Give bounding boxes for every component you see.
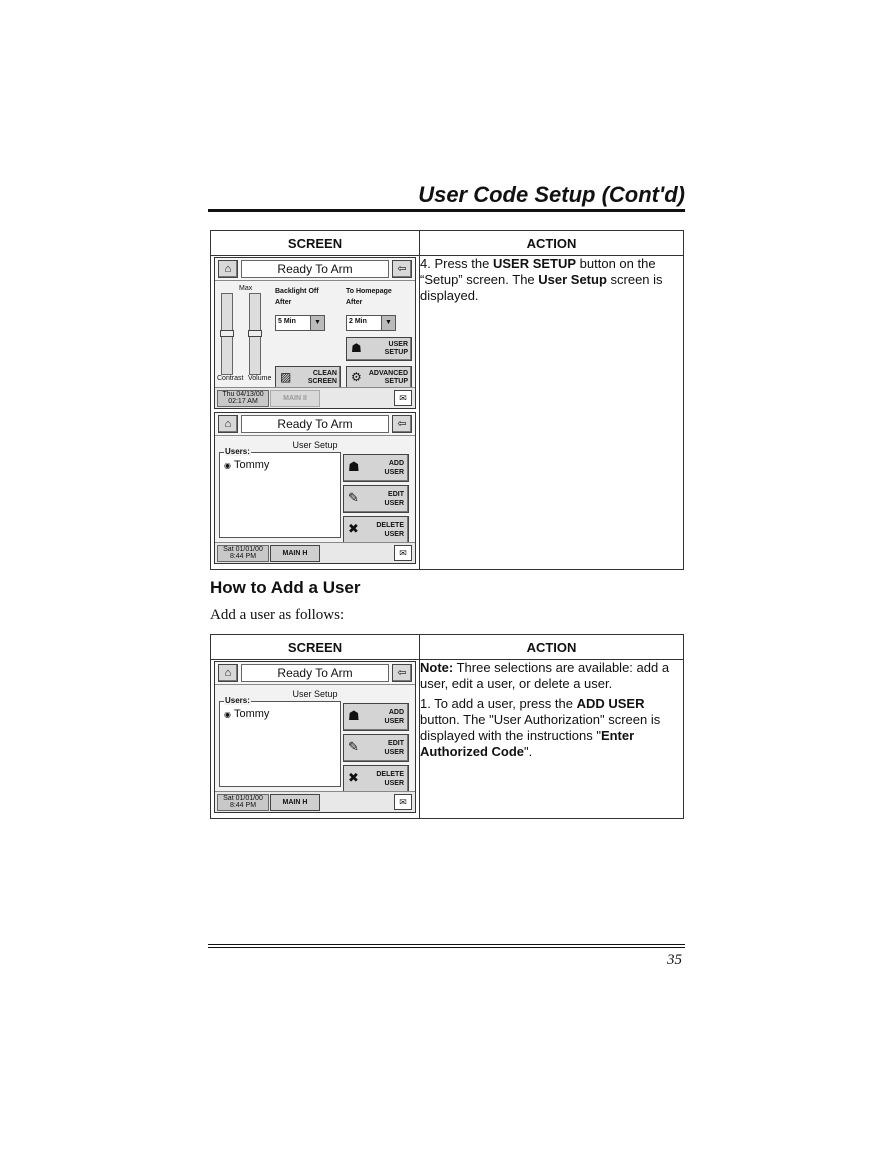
add-user-icon: ☗ bbox=[348, 708, 360, 723]
home-icon[interactable]: ⌂ bbox=[218, 260, 238, 278]
users-label: Users: bbox=[225, 447, 250, 456]
footer-rule bbox=[208, 944, 685, 945]
action-step: 1. To add a user, press the ADD USER button. The "User Authorization" screen is displayed with the instructions "Enter Authorized Code". bbox=[420, 696, 661, 759]
page-title: User Code Setup (Cont'd) bbox=[418, 182, 685, 207]
message-icon[interactable]: ✉ bbox=[394, 545, 412, 561]
delete-user-icon: ✖ bbox=[348, 521, 359, 536]
status-display: Ready To Arm bbox=[241, 415, 389, 433]
screen-column-header: SCREEN bbox=[211, 231, 420, 256]
screen-cell bbox=[211, 660, 420, 819]
contrast-slider-thumb[interactable] bbox=[220, 330, 234, 337]
user-setup-screen bbox=[214, 412, 416, 564]
user-setup-title: User Setup bbox=[292, 440, 338, 450]
homepage-select[interactable] bbox=[346, 315, 396, 331]
add-user-label: ADD USER bbox=[384, 460, 404, 476]
edit-user-button[interactable] bbox=[343, 485, 409, 513]
screen-column-header: SCREEN bbox=[211, 635, 420, 660]
edit-user-icon: ✎ bbox=[348, 490, 359, 505]
screen-action-table-2 bbox=[210, 634, 684, 819]
date-time-display: Thu 04/13/00 02:17 AM bbox=[217, 390, 269, 407]
edit-user-label: EDIT USER bbox=[384, 740, 404, 756]
action-cell bbox=[420, 660, 684, 819]
contrast-slider[interactable] bbox=[221, 293, 233, 375]
screen-cell bbox=[211, 256, 420, 570]
delete-user-label: DELETE USER bbox=[376, 771, 404, 787]
users-label: Users: bbox=[225, 696, 250, 705]
max-label: Max bbox=[239, 285, 253, 292]
screen-header bbox=[215, 413, 415, 436]
delete-user-button[interactable] bbox=[343, 516, 409, 544]
backlight-label: Backlight Off After bbox=[275, 288, 319, 306]
home-icon[interactable]: ⌂ bbox=[218, 664, 238, 682]
status-display: Ready To Arm bbox=[241, 664, 389, 682]
backlight-select[interactable] bbox=[275, 315, 325, 331]
setup-body bbox=[215, 281, 415, 387]
action-step: 4. Press the USER SETUP button on the “Setup” screen. The User Setup screen is displayed. bbox=[420, 256, 663, 303]
radio-icon[interactable]: ◉ bbox=[224, 461, 231, 470]
home-icon[interactable]: ⌂ bbox=[218, 415, 238, 433]
user-setup-button[interactable] bbox=[346, 337, 412, 361]
screen-header bbox=[215, 662, 415, 685]
add-user-button[interactable] bbox=[343, 703, 409, 731]
dropdown-arrow-icon[interactable]: ▼ bbox=[381, 316, 395, 330]
volume-slider[interactable] bbox=[249, 293, 261, 375]
date-time-display: Sat 01/01/00 8:44 PM bbox=[217, 545, 269, 562]
list-item[interactable]: ◉ Tommy bbox=[224, 459, 270, 471]
status-display: Ready To Arm bbox=[241, 260, 389, 278]
screen-header bbox=[215, 258, 415, 281]
main-button[interactable]: MAIN H bbox=[270, 794, 320, 811]
user-setup-icon: ☗ bbox=[351, 341, 362, 355]
main-button[interactable]: MAIN II bbox=[270, 390, 320, 407]
action-column-header: ACTION bbox=[420, 231, 684, 256]
backlight-value: 5 Min bbox=[278, 318, 296, 325]
delete-user-label: DELETE USER bbox=[376, 522, 404, 538]
main-button[interactable]: MAIN H bbox=[270, 545, 320, 562]
screen-footer bbox=[215, 387, 415, 408]
screen-footer bbox=[215, 542, 415, 563]
back-arrow-icon[interactable]: ⇦ bbox=[392, 664, 412, 682]
volume-label: Volume bbox=[248, 375, 272, 382]
delete-user-icon: ✖ bbox=[348, 770, 359, 785]
add-user-label: ADD USER bbox=[384, 709, 404, 725]
section-heading: How to Add a User bbox=[210, 578, 361, 597]
setup-screen bbox=[214, 257, 416, 409]
action-note: Note: Three selections are available: add a user, edit a user, or delete a user. bbox=[420, 660, 670, 691]
add-user-icon: ☗ bbox=[348, 459, 360, 474]
volume-slider-thumb[interactable] bbox=[248, 330, 262, 337]
dropdown-arrow-icon[interactable]: ▼ bbox=[310, 316, 324, 330]
advanced-setup-icon: ⚙ bbox=[351, 370, 362, 384]
homepage-value: 2 Min bbox=[349, 318, 367, 325]
screen-footer bbox=[215, 791, 415, 812]
edit-user-icon: ✎ bbox=[348, 739, 359, 754]
back-arrow-icon[interactable]: ⇦ bbox=[392, 260, 412, 278]
message-icon[interactable]: ✉ bbox=[394, 794, 412, 810]
edit-user-label: EDIT USER bbox=[384, 491, 404, 507]
user-setup-body bbox=[215, 685, 415, 791]
edit-user-button[interactable] bbox=[343, 734, 409, 762]
user-setup-label: USER SETUP bbox=[384, 341, 408, 356]
user-setup-body bbox=[215, 436, 415, 542]
clean-screen-icon: ▨ bbox=[280, 370, 292, 384]
user-setup-screen bbox=[214, 661, 416, 813]
list-item[interactable]: ◉ Tommy bbox=[224, 708, 270, 720]
date-time-display: Sat 01/01/00 8:44 PM bbox=[217, 794, 269, 811]
advanced-setup-label: ADVANCED SETUP bbox=[368, 370, 408, 385]
action-cell bbox=[420, 256, 684, 570]
users-list[interactable] bbox=[219, 447, 341, 538]
add-user-button[interactable] bbox=[343, 454, 409, 482]
screen-action-table-1 bbox=[210, 230, 684, 570]
page-number: 35 bbox=[667, 952, 682, 968]
action-column-header: ACTION bbox=[420, 635, 684, 660]
back-arrow-icon[interactable]: ⇦ bbox=[392, 415, 412, 433]
footer-rule bbox=[208, 947, 685, 948]
user-setup-title: User Setup bbox=[292, 689, 338, 699]
radio-icon[interactable]: ◉ bbox=[224, 710, 231, 719]
clean-screen-label: CLEAN SCREEN bbox=[307, 370, 337, 385]
slider-area bbox=[217, 285, 271, 383]
contrast-label: Contrast bbox=[217, 375, 244, 382]
message-icon[interactable]: ✉ bbox=[394, 390, 412, 406]
title-rule bbox=[208, 209, 685, 212]
users-list[interactable] bbox=[219, 696, 341, 787]
homepage-label: To Homepage After bbox=[346, 288, 392, 306]
intro-text: Add a user as follows: bbox=[210, 607, 345, 623]
delete-user-button[interactable] bbox=[343, 765, 409, 793]
